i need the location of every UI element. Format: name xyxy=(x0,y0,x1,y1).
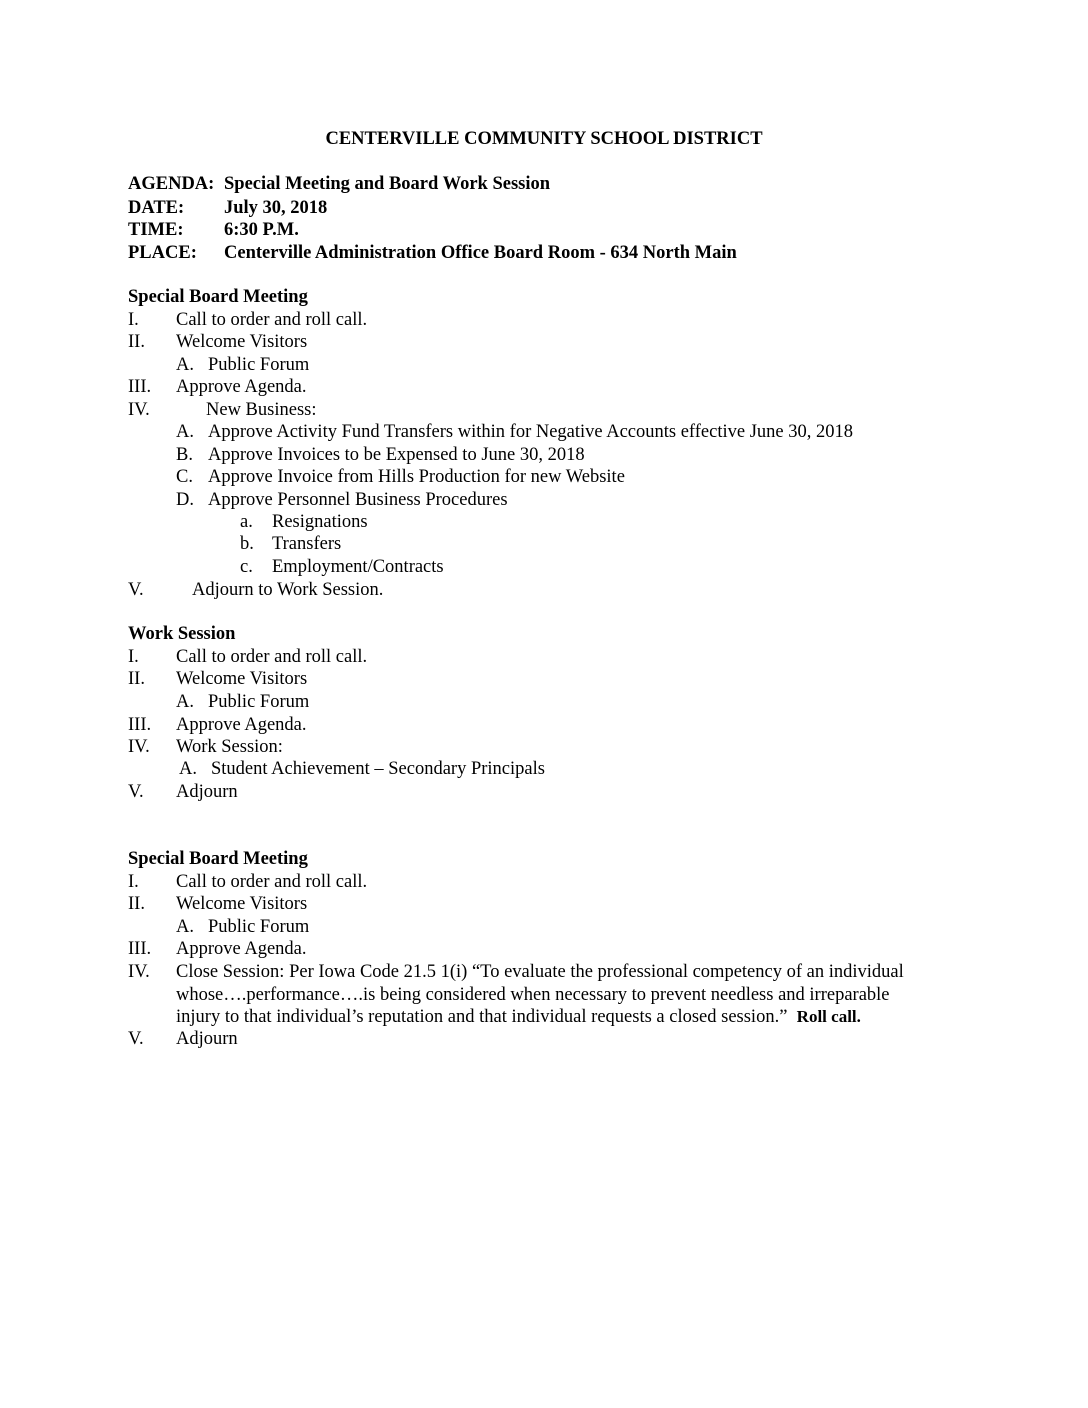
sub-item-letter: A. xyxy=(176,917,194,937)
sub-item-text: Approve Activity Fund Transfers within for Negative Accounts effective June 30, 2018 xyxy=(208,422,853,442)
item-text: Adjourn to Work Session. xyxy=(192,580,384,600)
item-number: I. xyxy=(128,872,139,892)
place-value: Centerville Administration Office Board Room - 634 North Main xyxy=(224,243,737,263)
roll-call-note: Roll call. xyxy=(796,1007,861,1026)
sub-sub-item-letter: a. xyxy=(240,512,253,532)
item-number: IV. xyxy=(128,400,150,420)
item-text: New Business: xyxy=(206,400,317,420)
item-number: V. xyxy=(128,782,144,802)
sub-item-text: Public Forum xyxy=(208,917,310,937)
item-number: IV. xyxy=(128,737,150,757)
item-text: Welcome Visitors xyxy=(176,894,308,914)
sub-item-letter: A. xyxy=(176,422,194,442)
item-number: II. xyxy=(128,669,145,689)
agenda-label: AGENDA: xyxy=(128,174,215,194)
date-value: July 30, 2018 xyxy=(224,198,328,218)
sub-item-letter: A. xyxy=(176,355,194,375)
sub-item-letter: C. xyxy=(176,467,193,487)
item-text-continued-body: injury to that individual’s reputation and that individual requests a closed session.” xyxy=(176,1007,788,1027)
sub-item-letter: D. xyxy=(176,490,194,510)
time-label: TIME: xyxy=(128,220,184,240)
item-text: Close Session: Per Iowa Code 21.5 1(i) “To evaluate the professional competency of an individual xyxy=(176,962,904,982)
section-heading: Work Session xyxy=(128,624,236,644)
place-label: PLACE: xyxy=(128,243,197,263)
item-number: III. xyxy=(128,939,152,959)
item-text: Call to order and roll call. xyxy=(176,310,368,330)
item-text: Approve Agenda. xyxy=(176,377,307,397)
item-text: Call to order and roll call. xyxy=(176,647,368,667)
item-text: Adjourn xyxy=(176,1029,238,1049)
item-number: III. xyxy=(128,377,152,397)
item-number: III. xyxy=(128,715,152,735)
sub-item-text: Public Forum xyxy=(208,355,310,375)
item-text: Adjourn xyxy=(176,782,238,802)
sub-sub-item-letter: c. xyxy=(240,557,253,577)
time-value: 6:30 P.M. xyxy=(224,220,299,240)
section-heading: Special Board Meeting xyxy=(128,849,308,869)
sub-sub-item-letter: b. xyxy=(240,534,254,554)
item-text: Welcome Visitors xyxy=(176,332,308,352)
item-number: II. xyxy=(128,894,145,914)
item-text-continued xyxy=(176,1006,861,1028)
item-number: IV. xyxy=(128,962,150,982)
section-heading: Special Board Meeting xyxy=(128,287,308,307)
sub-item-text: Approve Invoice from Hills Production for new Website xyxy=(208,467,625,487)
item-number: V. xyxy=(128,580,144,600)
agenda-value: Special Meeting and Board Work Session xyxy=(224,174,551,194)
sub-item-letter: A. xyxy=(176,692,194,712)
sub-item-letter: A. xyxy=(179,759,197,779)
sub-sub-item-text: Employment/Contracts xyxy=(272,557,444,577)
sub-item-text: Approve Invoices to be Expensed to June 30, 2018 xyxy=(208,445,585,465)
district-title: CENTERVILLE COMMUNITY SCHOOL DISTRICT xyxy=(325,129,763,149)
date-label: DATE: xyxy=(128,198,185,218)
sub-item-text: Student Achievement – Secondary Principals xyxy=(211,759,545,779)
item-text: Welcome Visitors xyxy=(176,669,308,689)
sub-sub-item-text: Resignations xyxy=(272,512,368,532)
item-text: Approve Agenda. xyxy=(176,939,307,959)
sub-sub-item-text: Transfers xyxy=(272,534,342,554)
item-number: I. xyxy=(128,647,139,667)
sub-item-letter: B. xyxy=(176,445,193,465)
item-text-continued: whose….performance….is being considered when necessary to prevent needless and irreparable xyxy=(176,985,890,1005)
sub-item-text: Public Forum xyxy=(208,692,310,712)
item-number: II. xyxy=(128,332,145,352)
item-text: Approve Agenda. xyxy=(176,715,307,735)
item-text: Work Session: xyxy=(176,737,283,757)
item-text: Call to order and roll call. xyxy=(176,872,368,892)
item-number: V. xyxy=(128,1029,144,1049)
sub-item-text: Approve Personnel Business Procedures xyxy=(208,490,508,510)
item-number: I. xyxy=(128,310,139,330)
